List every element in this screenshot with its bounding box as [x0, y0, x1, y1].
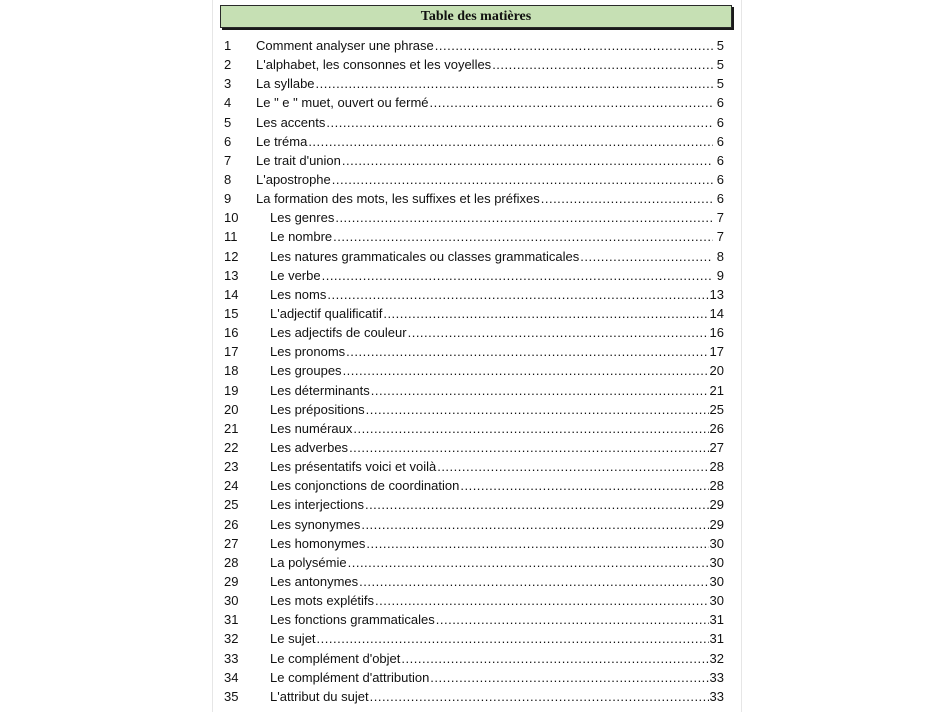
toc-entry-page: 30 — [709, 593, 724, 609]
toc-entry[interactable] — [224, 247, 724, 266]
toc-entry[interactable] — [224, 649, 724, 668]
toc-entry-page: 5 — [716, 76, 724, 92]
toc-entry-label: Le tréma — [256, 133, 308, 149]
toc-entry-number: 3 — [224, 76, 232, 92]
toc-entry-number: 16 — [224, 325, 239, 341]
toc-entry-label: Les accents — [256, 114, 326, 130]
toc-entry-page: 21 — [709, 382, 724, 398]
toc-entry-body — [256, 536, 724, 551]
dot-leader — [308, 134, 713, 149]
toc-entry[interactable] — [224, 151, 724, 170]
dot-leader — [332, 172, 713, 187]
toc-entry[interactable] — [224, 381, 724, 400]
toc-entry-body — [256, 670, 724, 685]
toc-entry[interactable] — [224, 438, 724, 457]
dot-leader — [436, 612, 709, 627]
dot-leader — [370, 689, 709, 704]
toc-entry-label: La polysémie — [270, 554, 347, 570]
toc-entry-label: Le trait d'union — [256, 152, 341, 168]
toc-entry-number: 5 — [224, 114, 232, 130]
toc-entry-number: 32 — [224, 631, 239, 647]
toc-entry-label: Les conjonctions de coordination — [270, 478, 460, 494]
toc-entry-number: 1 — [224, 38, 232, 54]
toc-entry-number: 26 — [224, 516, 239, 532]
dot-leader — [383, 306, 708, 321]
toc-entry-number: 24 — [224, 478, 239, 494]
dot-leader — [365, 497, 709, 512]
toc-entry-body — [256, 593, 724, 608]
table-of-contents — [224, 36, 724, 706]
toc-entry-number: 35 — [224, 688, 239, 704]
dot-leader — [349, 440, 708, 455]
dot-leader — [335, 210, 713, 225]
toc-entry[interactable] — [224, 534, 724, 553]
toc-entry-label: L'apostrophe — [256, 172, 331, 188]
toc-entry-page: 6 — [716, 172, 724, 188]
dot-leader — [326, 115, 713, 130]
toc-entry-label: La syllabe — [256, 76, 315, 92]
dot-leader — [437, 459, 708, 474]
toc-entry-body — [256, 402, 724, 417]
toc-entry-page: 9 — [716, 267, 724, 283]
toc-entry-label: Les natures grammaticales ou classes grammaticales — [270, 248, 580, 264]
toc-entry[interactable] — [224, 629, 724, 648]
toc-entry-label: Le verbe — [270, 267, 321, 283]
dot-leader — [348, 555, 709, 570]
toc-entry-label: Les synonymes — [270, 516, 361, 532]
toc-entry-body — [256, 229, 724, 244]
toc-entry[interactable] — [224, 361, 724, 380]
toc-entry[interactable] — [224, 457, 724, 476]
toc-entry[interactable] — [224, 323, 724, 342]
toc-entry-page: 6 — [716, 114, 724, 130]
toc-entry[interactable] — [224, 189, 724, 208]
toc-entry-page: 20 — [709, 363, 724, 379]
toc-entry-number: 18 — [224, 363, 239, 379]
toc-entry[interactable] — [224, 113, 724, 132]
dot-leader — [322, 268, 713, 283]
toc-entry-body — [256, 344, 724, 359]
toc-entry-label: Les numéraux — [270, 420, 353, 436]
toc-entry-label: Les présentatifs voici et voilà — [270, 459, 437, 475]
toc-entry[interactable] — [224, 74, 724, 93]
toc-entry-label: Les fonctions grammaticales — [270, 612, 435, 628]
toc-entry[interactable] — [224, 93, 724, 112]
toc-entry-body — [256, 497, 724, 512]
toc-entry-page: 28 — [709, 478, 724, 494]
toc-entry-page: 7 — [716, 229, 724, 245]
toc-entry-number: 34 — [224, 669, 239, 685]
toc-entry-body — [256, 325, 724, 340]
toc-entry-label: Les pronoms — [270, 344, 346, 360]
toc-entry-label: Le " e " muet, ouvert ou fermé — [256, 95, 429, 111]
toc-entry-label: La formation des mots, les suffixes et les préfixes — [256, 191, 540, 207]
toc-entry-number: 12 — [224, 248, 239, 264]
toc-entry-label: Les adverbes — [270, 440, 349, 456]
toc-entry-body — [256, 287, 724, 302]
dot-leader — [371, 383, 709, 398]
toc-entry-number: 22 — [224, 440, 239, 456]
toc-entry-page: 6 — [716, 133, 724, 149]
toc-entry-body — [256, 134, 724, 149]
toc-entry-label: Les mots explétifs — [270, 593, 375, 609]
toc-entry-page: 29 — [709, 516, 724, 532]
toc-entry-page: 30 — [709, 535, 724, 551]
dot-leader — [460, 478, 708, 493]
toc-entry-label: Les noms — [270, 286, 327, 302]
toc-entry[interactable] — [224, 285, 724, 304]
toc-entry-number: 30 — [224, 593, 239, 609]
toc-entry-label: L'attribut du sujet — [270, 688, 369, 704]
toc-entry-page: 7 — [716, 210, 724, 226]
toc-entry-body — [256, 172, 724, 187]
toc-entry[interactable] — [224, 610, 724, 629]
toc-entry[interactable] — [224, 304, 724, 323]
toc-entry[interactable] — [224, 170, 724, 189]
toc-entry-body — [256, 478, 724, 493]
toc-entry-label: Les adjectifs de couleur — [270, 325, 407, 341]
toc-entry-body — [256, 249, 724, 264]
toc-entry-number: 10 — [224, 210, 239, 226]
dot-leader — [316, 76, 713, 91]
dot-leader — [430, 95, 713, 110]
toc-entry[interactable] — [224, 572, 724, 591]
toc-entry-page: 25 — [709, 401, 724, 417]
toc-entry-number: 15 — [224, 306, 239, 322]
toc-entry-number: 25 — [224, 497, 239, 513]
toc-entry-body — [256, 76, 724, 91]
dot-leader — [580, 249, 713, 264]
toc-entry-page: 31 — [709, 612, 724, 628]
toc-entry-page: 27 — [709, 440, 724, 456]
toc-entry-label: Le complément d'attribution — [270, 669, 430, 685]
dot-leader — [359, 574, 708, 589]
toc-entry-page: 29 — [709, 497, 724, 513]
toc-entry-label: L'adjectif qualificatif — [270, 306, 383, 322]
dot-leader — [401, 651, 708, 666]
toc-entry-label: Les homonymes — [270, 535, 366, 551]
toc-entry-number: 17 — [224, 344, 239, 360]
toc-entry-number: 11 — [224, 229, 238, 245]
dot-leader — [435, 38, 713, 53]
toc-entry-body — [256, 115, 724, 130]
toc-entry-body — [256, 421, 724, 436]
toc-entry-label: Le sujet — [270, 631, 316, 647]
toc-entry-page: 31 — [709, 631, 724, 647]
dot-leader — [342, 153, 713, 168]
toc-entry-body — [256, 574, 724, 589]
toc-entry[interactable] — [224, 36, 724, 55]
toc-entry-number: 7 — [224, 152, 232, 168]
toc-entry-number: 19 — [224, 382, 239, 398]
toc-entry-label: Les déterminants — [270, 382, 370, 398]
toc-entry-number: 29 — [224, 574, 239, 589]
toc-entry-number: 13 — [224, 267, 239, 283]
toc-entry-page: 14 — [709, 306, 724, 322]
toc-entry[interactable] — [224, 495, 724, 514]
toc-entry-label: Le nombre — [270, 229, 333, 245]
toc-entry-number: 20 — [224, 401, 239, 417]
dot-leader — [366, 402, 709, 417]
toc-entry-number: 28 — [224, 554, 239, 570]
toc-entry-page: 30 — [709, 554, 724, 570]
toc-entry-body — [256, 689, 724, 704]
toc-entry-body — [256, 363, 724, 378]
toc-entry-label: Comment analyser une phrase — [256, 38, 434, 54]
toc-entry-page: 32 — [709, 650, 724, 666]
toc-entry[interactable] — [224, 132, 724, 151]
dot-leader — [343, 363, 709, 378]
toc-entry[interactable] — [224, 227, 724, 246]
toc-entry[interactable] — [224, 55, 724, 74]
toc-entry-body — [256, 38, 724, 53]
toc-entry-number: 9 — [224, 191, 232, 207]
toc-entry-page: 33 — [709, 669, 724, 685]
toc-entry[interactable] — [224, 342, 724, 361]
toc-entry[interactable] — [224, 208, 724, 227]
toc-entry-page: 28 — [709, 459, 724, 475]
dot-leader — [346, 344, 708, 359]
toc-entry-body — [256, 268, 724, 283]
toc-entry-number: 31 — [224, 612, 239, 628]
toc-entry-number: 23 — [224, 459, 239, 475]
toc-title: Table des matières — [220, 5, 732, 28]
toc-entry-page: 17 — [709, 344, 724, 360]
dot-leader — [317, 631, 709, 646]
toc-entry[interactable] — [224, 591, 724, 610]
toc-entry-body — [256, 459, 724, 474]
toc-entry-label: Le complément d'objet — [270, 650, 401, 666]
toc-entry-page: 5 — [716, 38, 724, 54]
toc-entry-body — [256, 517, 724, 532]
toc-entry-label: L'alphabet, les consonnes et les voyelles — [256, 57, 492, 73]
toc-entry-body — [256, 555, 724, 570]
toc-entry-body — [256, 631, 724, 646]
toc-entry-number: 14 — [224, 286, 239, 302]
dot-leader — [366, 536, 708, 551]
toc-entry-page: 8 — [716, 248, 724, 264]
toc-entry-label: Les genres — [270, 210, 335, 226]
toc-entry-page: 13 — [709, 286, 724, 302]
toc-entry-number: 2 — [224, 57, 232, 73]
toc-entry[interactable] — [224, 476, 724, 495]
toc-entry-body — [256, 440, 724, 455]
dot-leader — [430, 670, 708, 685]
toc-entry-body — [256, 210, 724, 225]
toc-entry-page: 6 — [716, 95, 724, 111]
toc-entry[interactable] — [224, 419, 724, 438]
dot-leader — [492, 57, 713, 72]
toc-entry-label: Les antonymes — [270, 574, 359, 589]
toc-entry-page: 30 — [709, 574, 724, 589]
toc-entry-page: 26 — [709, 420, 724, 436]
dot-leader — [333, 229, 713, 244]
toc-entry-body — [256, 153, 724, 168]
toc-entry-body — [256, 383, 724, 398]
toc-entry-page: 5 — [716, 57, 724, 73]
dot-leader — [353, 421, 708, 436]
toc-entry-number: 8 — [224, 172, 232, 188]
toc-entry-label: Les groupes — [270, 363, 342, 379]
dot-leader — [327, 287, 708, 302]
toc-entry-page: 6 — [716, 152, 724, 168]
toc-entry-body — [256, 191, 724, 206]
dot-leader — [541, 191, 713, 206]
toc-entry-label: Les prépositions — [270, 401, 365, 417]
dot-leader — [361, 517, 708, 532]
toc-entry-number: 21 — [224, 420, 239, 436]
toc-entry-label: Les interjections — [270, 497, 364, 513]
toc-entry[interactable] — [224, 400, 724, 419]
toc-entry-body — [256, 651, 724, 666]
toc-entry-page: 16 — [709, 325, 724, 341]
toc-entry[interactable] — [224, 687, 724, 706]
toc-entry[interactable] — [224, 553, 724, 572]
toc-entry-page: 6 — [716, 191, 724, 207]
toc-entry-body — [256, 95, 724, 110]
toc-entry-number: 27 — [224, 535, 239, 551]
toc-entry[interactable] — [224, 266, 724, 285]
toc-entry-page: 33 — [709, 688, 724, 704]
dot-leader — [375, 593, 708, 608]
dot-leader — [408, 325, 709, 340]
toc-entry-body — [256, 57, 724, 72]
toc-entry-number: 6 — [224, 133, 232, 149]
toc-entry-body — [256, 612, 724, 627]
toc-entry[interactable] — [224, 668, 724, 687]
toc-entry-body — [256, 306, 724, 321]
toc-entry[interactable] — [224, 515, 724, 534]
toc-entry-number: 33 — [224, 650, 239, 666]
toc-entry-number: 4 — [224, 95, 232, 111]
